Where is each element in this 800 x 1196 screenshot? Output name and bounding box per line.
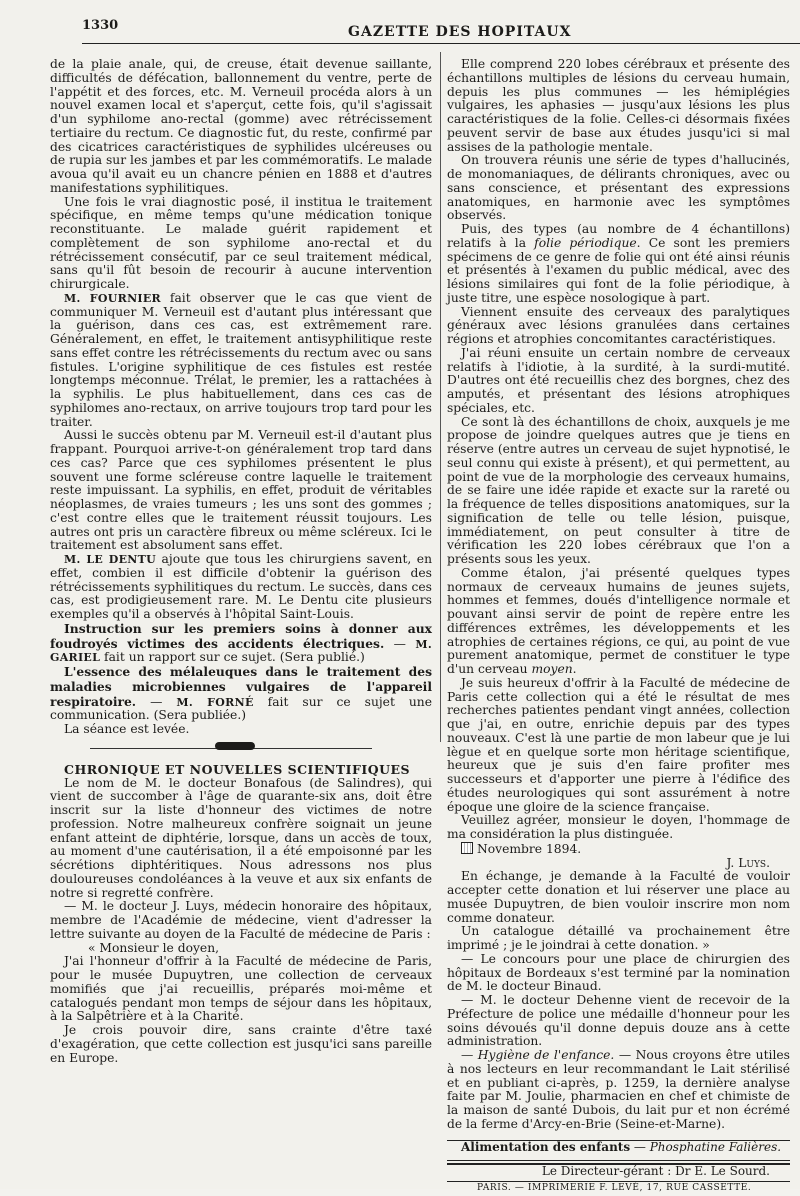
paragraph [50, 622, 432, 665]
paragraph: J'ai l'honneur d'offrir à la Faculté de médecine de Paris, pour le musée Dupuytren, une collection de cerveaux momifiés que j'ai recueillis, préparés moi-même et catalogués pendant mon temps de séjour dans les hôpitaux, à la Salpêtrière et à la Charité. [50, 954, 432, 1024]
director-line: Le Directeur-gérant : Dr E. Le Sourd. [541, 1164, 770, 1179]
paragraph: Un catalogue détaillé va prochainement être imprimé ; je le joindrai à cette donation. » [447, 924, 790, 952]
section-ornament [50, 745, 432, 753]
paragraph: Je crois pouvoir dire, sans crainte d'être taxé d'exagération, que cette collection est jusqu'ici sans pareille en Europe. [50, 1023, 432, 1065]
paragraph-text: Puis, des types (au nombre de 4 échantillons) relatifs à la [447, 222, 790, 250]
paragraph [447, 567, 790, 677]
header-rule [82, 43, 800, 44]
ad-title: Alimentation des enfants [461, 1139, 631, 1154]
paragraph-text: fait un rapport sur ce sujet. (Sera publié.) [100, 650, 365, 665]
paragraph-text: Comme étalon, j'ai présenté quelques types normaux de cerveaux humains de jeunes sujets, hommes et femmes, doués d'intelligence normale et pouvant ainsi servir de point de repère entre les différences extrêmes, les développements et les atrophies de certaines régions, ce qui, au point de vue purement anatomique, permet de constituer le type d'un cerveau [447, 565, 790, 676]
italic-heading: — Hygiène de l'enfance. [461, 1048, 615, 1062]
paragraph: Le nom de M. le docteur Bonafous (de Salindres), qui vient de succomber à l'âge de quarante-six ans, doit être inscrit sur la liste d'honneur des victimes de notre profession. Notre malheureux confrère soignait un jeune enfant atteint de diphtérie, lorsque, dans un accès de toux, au moment d'une cautérisation, il a été empoisonné par les sécrétions diphtéritiques. Nous adressons nos plus douloureuses condoléances à la veuve et aux six enfants de notre si regretté confrère. [50, 775, 432, 900]
advertisement [447, 1141, 790, 1155]
paragraph [447, 223, 790, 306]
italic-term: moyen [531, 662, 573, 676]
paragraph: La séance est levée. [64, 722, 190, 736]
speaker-name: M. FORNÉ [176, 695, 254, 709]
ornament-icon [461, 842, 473, 854]
paragraph: Viennent ensuite des cerveaux des paralytiques généraux avec lésions granulées dans certaines régions et atrophies concomitantes caractéristiques. [447, 304, 790, 346]
letter-salutation: « Monsieur le doyen, [88, 940, 220, 955]
paragraph [50, 292, 432, 430]
printer-line: PARIS. — IMPRIMERIE F. LEVÉ, 17, RUE CASSETTE. [477, 1183, 752, 1193]
paragraph: — M. le docteur Dehenne vient de recevoir de la Préfecture de police une médaille d'honneur pour les soins dévoués qu'il donne depuis douze ans à cette administration. [447, 993, 790, 1049]
page-header [82, 16, 800, 46]
paragraph: Veuillez agréer, monsieur le doyen, l'hommage de ma considération la plus distinguée. [447, 813, 790, 841]
topic-title: L'essence des mélaleuques dans le traitement des maladies microbiennes vulgaires de l'appareil respiratoire. [50, 664, 432, 709]
paragraph: J'ai réuni ensuite un certain nombre de cerveaux relatifs à l'idiotie, à la surdité, à la surdi-mutité. D'autres ont été recueillis chez des borgnes, chez des amputés, et présentant des lésions atrophiques spéciales, etc. [447, 345, 790, 415]
paragraph-text: — Nous croyons être utiles à nos lecteurs en leur recommandant le Lait stérilisé et en publiant ci-après, p. 1259, la dernière analyse faite par M. Joulie, pharmacien en chef et chimiste de la maison de santé Dubois, du lait pur et non écrémé de la ferme d'Arcy-en-Brie (Seine-et-Marne). [447, 1048, 790, 1131]
paragraph-text: fait sur ce sujet une communication. (Sera publiée.) [50, 694, 433, 723]
paragraph: Une fois le vrai diagnostic posé, il institua le traitement spécifique, en même temps qu'une médication tonique reconstituante. Le malade guérit rapidement et complètement de son syphilome ano-rectal et du rétrécissement consécutif, par ce seul traitement médical, sans qu'il fût besoin de recourir à aucune intervention chirurgicale. [50, 194, 432, 291]
topic-title: Instruction sur les premiers soins à donner aux foudroyés victimes des accidents électriques. [50, 620, 432, 651]
ad-product: Phosphatine Falières. [649, 1139, 782, 1154]
paragraph-text: . [572, 662, 577, 676]
column-divider [440, 52, 441, 742]
dash: — [136, 694, 177, 709]
paragraph: de la plaie anale, qui, de creuse, était devenue saillante, difficultés de défécation, ballonnement du ventre, perte de l'appétit et des forces, etc. M. Verneuil procéda alors à un nouvel examen local et s'aperçut, cette fois, qu'il s'agissait d'un syphilome ano-rectal (gomme) avec rétrécissement tertiaire du rectum. Ce diagnostic fut, du reste, confirmé par des cicatrices caractéristiques de syphilides ulcéreuses ou de rupia sur les jambes et par les commémoratifs. Le malade avoua qu'il avait eu un chancre pénien en 1888 et d'autres manifestations syphilitiques. [50, 57, 432, 195]
paragraph: — M. le docteur J. Luys, médecin honoraire des hôpitaux, membre de l'Académie de médecine, vient d'adresser la lettre suivante au doyen de la Faculté de médecine de Paris : [50, 899, 432, 941]
dash: — [630, 1139, 650, 1154]
paragraph: — Le concours pour une place de chirurgien des hôpitaux de Bordeaux s'est terminé par la nomination de M. le docteur Binaud. [447, 951, 790, 994]
paragraph-text: ajoute que tous les chirurgiens savent, en effet, combien il est difficile d'obtenir la guérison des rétrécissements syphilitiques du rectum. Le succès, dans ces cas, est prodigieusement rare. M. Le Dentu cite plusieurs exemples qu'il a observés à l'hôpital Saint-Louis. [50, 552, 433, 621]
paragraph: Aussi le succès obtenu par M. Verneuil est-il d'autant plus frappant. Pourquoi arrive-t-on généralement trop tard dans ces cas? Parce que ces syphilomes présentent le plus souvent une forme scléreuse contre laquelle le traitement reste impuissant. La syphilis, en effet, produit de véritables néoplasmes, de vraies tumeurs ; les uns sont des gommes ; c'est contre elles que le traitement réussit toujours. Les autres ont pris un caractère fibreux ou même scléreux. Ici le traitement est absolument sans effet. [50, 428, 432, 553]
paragraph [50, 665, 432, 723]
paragraph: En échange, je demande à la Faculté de vouloir accepter cette donation et lui réserver une place au musée Dupuytren, de bien vouloir inscrire mon nom comme donateur. [447, 869, 790, 925]
ornament-knot [215, 742, 255, 750]
letter-signature: J. Luys. [726, 855, 770, 870]
right-column [447, 58, 790, 1196]
paragraph: Ce sont là des échantillons de choix, auxquels je me propose de joindre quelques autres que je tiens en réserve (entre autres un cerveau de sujet hypnotisé, le seul connu qui existe à présent), et qui permettent, au point de vue de la morphologie des cerveaux humains, de se faire une idée rapide et exacte sur la rareté ou la fréquence de telles dispositions anatomiques, sur la signification de telle ou telle lésion, puisque, immédiatement, on peut consulter à titre de vérification les 220 lobes cérébraux que l'on a présents sous les yeux. [447, 414, 790, 566]
paragraph-text: . Ce sont les premiers spécimens de ce genre de folie qui ont été ainsi réunis et présentés à l'examen du public médical, avec des lésions similaires qui font de la folie périodique, à juste titre, une espèce nosologique à part. [447, 235, 790, 305]
paragraph [50, 553, 432, 622]
section-title: CHRONIQUE ET NOUVELLES SCIENTIFIQUES [64, 761, 411, 777]
paragraph [447, 1049, 790, 1132]
page-number: 1330 [82, 18, 119, 33]
left-column [50, 58, 432, 1065]
paragraph: Je suis heureux d'offrir à la Faculté de médecine de Paris cette collection qui a été le résultat de mes recherches patientes pendant vingt années, collection que j'ai, en outre, enrichie depuis par des types nouveaux. C'est là une partie de mon labeur que je lui lègue et en quelque sorte mon héritage scientifique, heureux que je suis d'en faire profiter mes successeurs et d'apporter une pierre à l'édifice des études neurologiques qui sont assurément à notre époque une gloire de la science française. [447, 675, 790, 814]
paragraph: Elle comprend 220 lobes cérébraux et présente des échantillons multiples de lésions du cerveau humain, depuis les plus communes — les hémiplégies vulgaires, les aphasies — jusqu'aux lésions les plus caractéristiques de la folie. Celles-ci désormais fixées peuvent servir de base aux études jusqu'ici si mal assises de la pathologie mentale. [447, 57, 790, 154]
ad-rule-bottom [447, 1160, 790, 1161]
italic-term: folie périodique [534, 235, 637, 250]
speaker-name: M. LE DENTU [64, 553, 157, 566]
dash: — [384, 636, 416, 651]
speaker-name: M. FOURNIER [64, 291, 161, 305]
letter-date [447, 842, 790, 857]
speaker-name: M. GARIEL [50, 637, 432, 665]
paragraph-text: fait observer que le cas que vient de communiquer M. Verneuil est d'autant plus intéressant que la guérison, dans ces cas, est extrêmement rare. Généralement, en effet, le traitement antisyphilitique reste sans effet contre les rétrécissements du rectum avec ou sans fistules. L'origine syphilitique de ces fistules est restée longtemps méconnue. Trélat, le premier, les a rattachées à la syphilis. Le plus habituellement, dans ces cas de syphilomes ano-rectaux, on arrive toujours trop tard pour les traiter. [50, 290, 432, 429]
journal-title: GAZETTE DES HOPITAUX [348, 24, 572, 40]
date-text: Novembre 1894. [477, 841, 582, 856]
paragraph: On trouvera réunis une série de types d'hallucinés, de monomaniaques, de délirants chroniques, avec ou sans conscience, et présentant des expressions anatomiques, en harmonie avec les symptômes observés. [447, 153, 790, 223]
